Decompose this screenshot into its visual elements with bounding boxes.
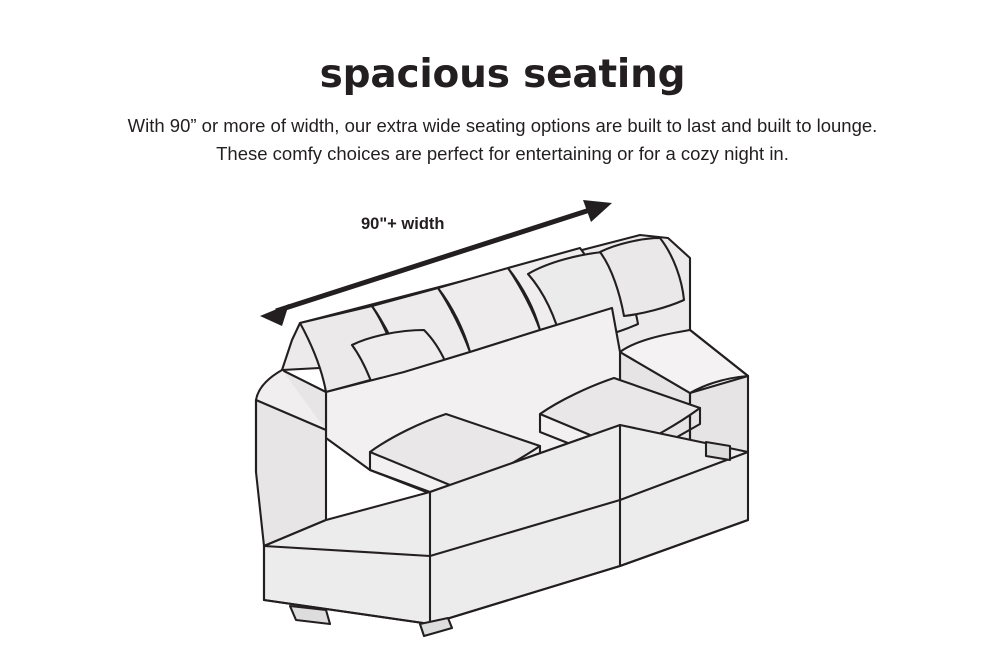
sofa-foot-right — [706, 442, 730, 460]
page-title: spacious seating — [319, 52, 686, 97]
promo-description-line-1: With 90” or more of width, our extra wide seating options are built to last and built to lounge. — [127, 115, 878, 136]
width-dimension-label: 90"+ width — [361, 215, 445, 233]
promo-description-line-2: These comfy choices are perfect for entertaining or for a cozy night in. — [216, 143, 789, 164]
